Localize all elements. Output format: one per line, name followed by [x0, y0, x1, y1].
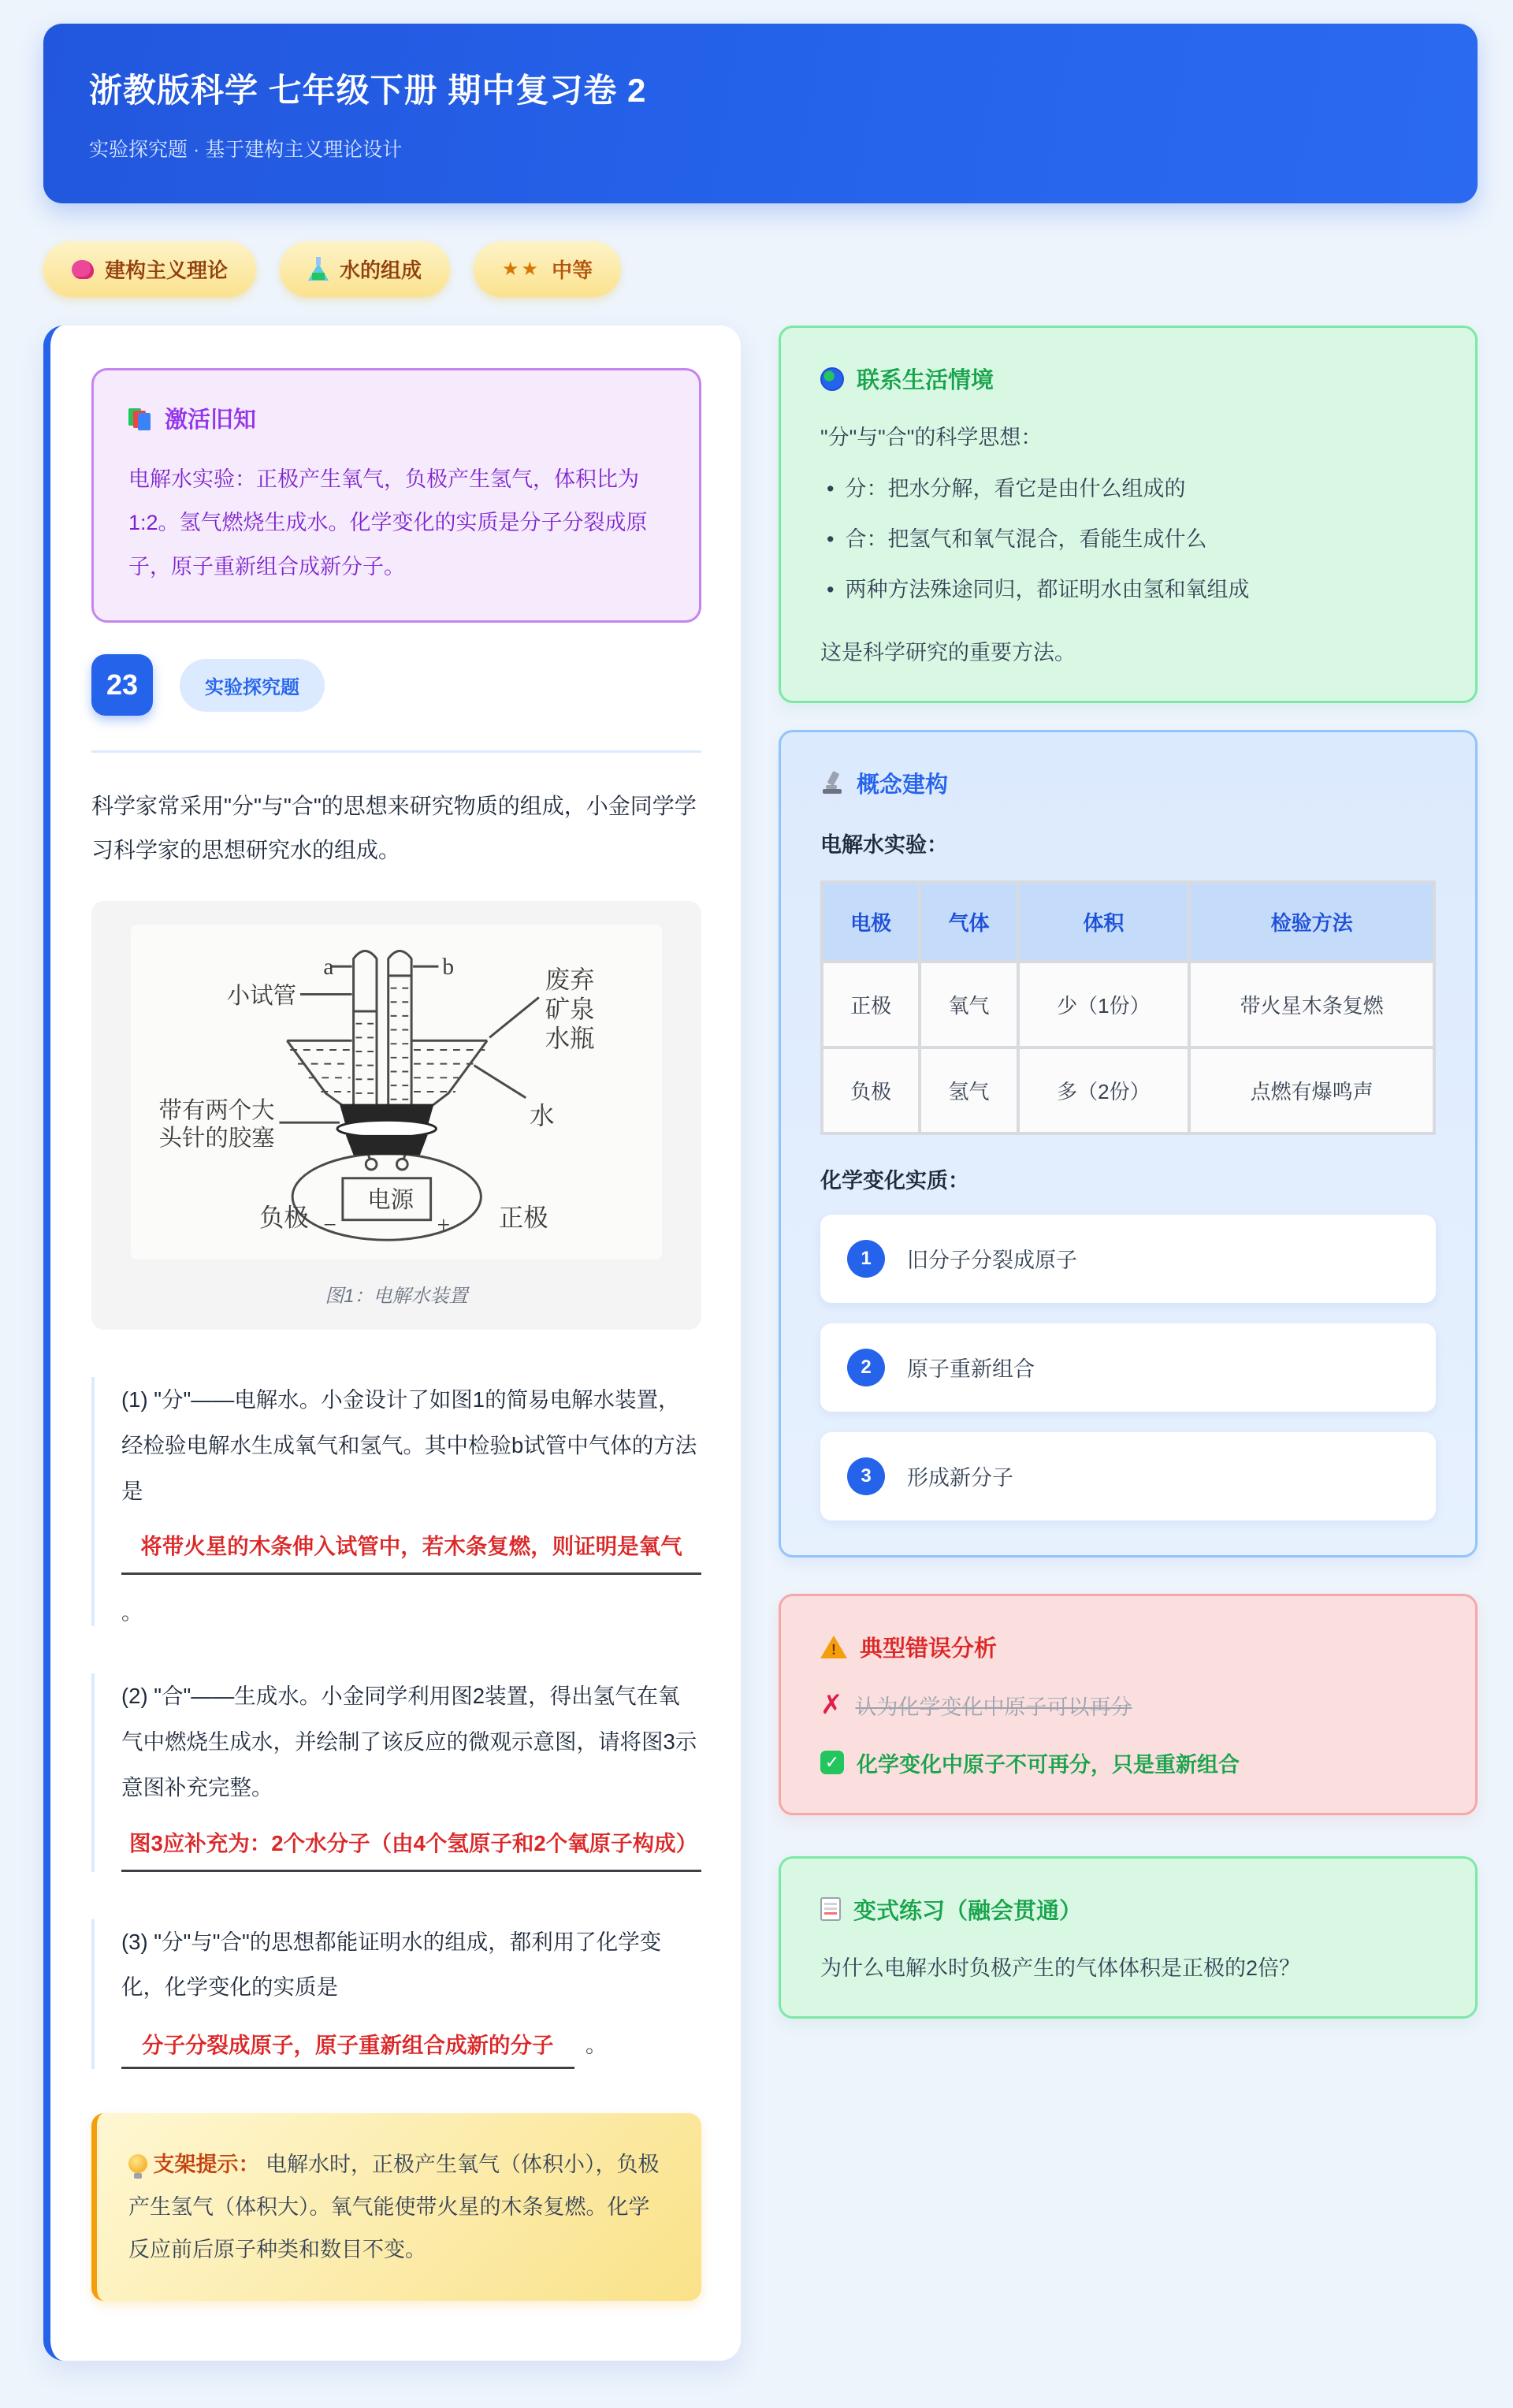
life-context-title: 联系生活情境 [857, 368, 994, 393]
label-bottle-2: 矿泉 [545, 995, 595, 1023]
header-banner [43, 24, 1478, 203]
col-header: 电极 [822, 882, 920, 962]
error-title: 典型错误分析 [860, 1636, 998, 1662]
electrolysis-apparatus-svg [131, 932, 662, 1248]
error-analysis-box [779, 1594, 1478, 1815]
variation-title-row [820, 1893, 1436, 1926]
electrolysis-diagram [131, 925, 662, 1260]
part-3-suffix: 。 [585, 2034, 607, 2058]
question-header-row [91, 654, 701, 716]
life-context-lead: "分"与"合"的科学思想： [820, 426, 1043, 449]
check-mark-icon: ✓ [820, 1751, 844, 1774]
part-1-answer: 将带火星的木条伸入试管中，若木条复燃，则证明是氧气 [140, 1534, 682, 1559]
step-number: 2 [847, 1349, 885, 1386]
label-small-tube: 小试管 [226, 984, 297, 1010]
activate-prior-box [91, 368, 701, 623]
step-card-2 [820, 1323, 1436, 1412]
question-intro: 科学家常采用"分"与"合"的思想来研究物质的组成，小金同学学习科学家的思想研究水的组成。 [91, 794, 697, 863]
concept-title-row [820, 767, 1436, 799]
two-stars-icon: ★★ [502, 259, 541, 280]
correct-statement-row [820, 1747, 1436, 1778]
answer-blank-line [121, 1572, 701, 1575]
variation-question: 为什么电解水时负极产生的气体体积是正极的2倍？ [820, 1956, 1301, 1980]
label-minus: − [323, 1212, 336, 1238]
step-text: 旧分子分裂成原子 [907, 1249, 1077, 1273]
answer-blank-line [121, 1870, 701, 1872]
side-column [779, 326, 1478, 2019]
life-context-title-row [820, 363, 1436, 395]
col-header: 气体 [920, 882, 1017, 962]
figure-container [91, 901, 701, 1330]
page-subtitle: 实验探究题 · 基于建构主义理论设计 [89, 139, 403, 161]
concept-title: 概念建构 [857, 772, 949, 798]
table-cell: 点燃有爆鸣声 [1189, 1048, 1434, 1133]
lightbulb-icon [128, 2154, 147, 2173]
tag-water-composition [280, 241, 450, 297]
part-2-stem: (2) "合"——生成水。小金同学利用图2装置，得出氢气在氧气中燃烧生成水，并绘制了该反应的微观示意图，请将图3示意图补充完整。 [121, 1684, 697, 1799]
step-card-1 [820, 1215, 1436, 1303]
life-context-list [820, 471, 1436, 609]
table-cell: 负极 [822, 1048, 920, 1133]
activate-prior-body: 电解水实验：正极产生氧气，负极产生氢气，体积比为1:2。氢气燃烧生成水。化学变化的实质是分子分裂成原子，原子重新组合成新分子。 [128, 467, 648, 579]
step-text: 原子重新组合 [907, 1357, 1035, 1382]
list-item: • 合：把氢气和氧气混合，看能生成什么 [820, 522, 1436, 558]
part-3-answer: 分子分裂成原子，原子重新组合成新的分子 [121, 2024, 574, 2069]
question-part-2 [91, 1673, 701, 1871]
globe-icon [820, 367, 844, 391]
tag-label: 建构主义理论 [105, 259, 229, 282]
memo-icon [820, 1897, 841, 1921]
label-tube-a: a [323, 954, 334, 980]
table-cell: 正极 [822, 962, 920, 1048]
label-plus: + [437, 1212, 451, 1238]
error-title-row [820, 1631, 1436, 1663]
col-header: 体积 [1018, 882, 1190, 962]
variation-box [779, 1856, 1478, 2019]
table-cell: 氢气 [920, 1048, 1017, 1133]
table-row [822, 962, 1434, 1048]
alembic-flask-icon [308, 263, 329, 281]
tag-label: 中等 [552, 259, 593, 282]
variation-title: 变式练习（融会贯通） [853, 1898, 1083, 1924]
activate-prior-title: 激活旧知 [165, 408, 257, 433]
question-type-badge: 实验探究题 [180, 659, 325, 712]
label-negative: 负极 [258, 1204, 309, 1232]
label-stopper-1: 带有两个大 [158, 1098, 275, 1124]
table-header-row [822, 882, 1434, 962]
books-icon [128, 407, 152, 430]
label-bottle-1: 废弃 [545, 966, 595, 994]
tag-constructivism [43, 241, 256, 297]
page-title: 浙教版科学 七年级下册 期中复习卷 2 [89, 72, 647, 109]
col-header: 检验方法 [1189, 882, 1434, 962]
question-part-3 [91, 1919, 701, 2070]
part-2-answer: 图3应补充为：2个水分子（由4个氢原子和2个氧原子构成） [129, 1830, 698, 1855]
table-row [822, 1048, 1434, 1133]
step-text: 形成新分子 [907, 1466, 1013, 1491]
label-positive: 正极 [498, 1204, 548, 1232]
cross-mark-icon: ✗ [820, 1690, 843, 1721]
wrong-statement: 认为化学变化中原子可以再分 [855, 1695, 1132, 1719]
tag-difficulty [474, 241, 621, 297]
life-context-footer: 这是科学研究的重要方法。 [820, 640, 1076, 664]
table-label: 电解水实验： [820, 832, 948, 857]
step-card-3 [820, 1432, 1436, 1520]
list-item: • 两种方法殊途同归，都证明水由氢和氧组成 [820, 572, 1436, 609]
question-number-badge: 23 [91, 654, 153, 716]
hint-body: 电解水时，正极产生氧气（体积小），负极产生氢气（体积大）。氧气能使带火星的木条复燃。化学反应前后原子种类和数目不变。 [128, 2153, 660, 2262]
divider-line [91, 750, 701, 753]
label-bottle-3: 水瓶 [545, 1025, 595, 1053]
life-context-box [779, 326, 1478, 703]
tag-row [43, 241, 1478, 297]
scaffold-hint-box [91, 2113, 701, 2301]
question-card [43, 326, 741, 2361]
label-stopper-2: 头针的胶塞 [158, 1126, 275, 1152]
label-power: 电源 [367, 1188, 414, 1214]
table-cell: 少（1份） [1018, 962, 1190, 1048]
label-water: 水 [530, 1102, 555, 1130]
label-tube-b: b [442, 954, 455, 980]
concept-box [779, 730, 1478, 1558]
correct-statement: 化学变化中原子不可再分，只是重新组合 [857, 1752, 1240, 1777]
activate-prior-title-row [128, 402, 664, 434]
part-1-stem: (1) "分"——电解水。小金设计了如图1的简易电解水装置，经检验电解水生成氧气和氢气。其中检验b试管中气体的方法是 [121, 1387, 697, 1503]
step-number: 1 [847, 1240, 885, 1278]
brain-icon [72, 260, 94, 279]
list-item: • 分：把水分解，看它是由什么组成的 [820, 471, 1436, 508]
microscope-icon [820, 771, 844, 795]
steps-label: 化学变化实质： [820, 1168, 969, 1193]
part-1-suffix: 。 [121, 1601, 143, 1625]
step-number: 3 [847, 1457, 885, 1495]
table-cell: 氧气 [920, 962, 1017, 1048]
wrong-statement-row [820, 1690, 1436, 1721]
electrolysis-table [820, 880, 1436, 1135]
figure-caption: 图1：电解水装置 [325, 1286, 468, 1308]
hint-label: 支架提示： [153, 2153, 260, 2177]
table-cell: 带火星木条复燃 [1189, 962, 1434, 1048]
table-cell: 多（2份） [1018, 1048, 1190, 1133]
tag-label: 水的组成 [340, 259, 422, 282]
question-part-1 [91, 1377, 701, 1626]
part-3-stem: (3) "分"与"合"的思想都能证明水的组成，都利用了化学变化，化学变化的实质是 [121, 1929, 662, 2000]
warning-triangle-icon: ! [820, 1636, 847, 1658]
